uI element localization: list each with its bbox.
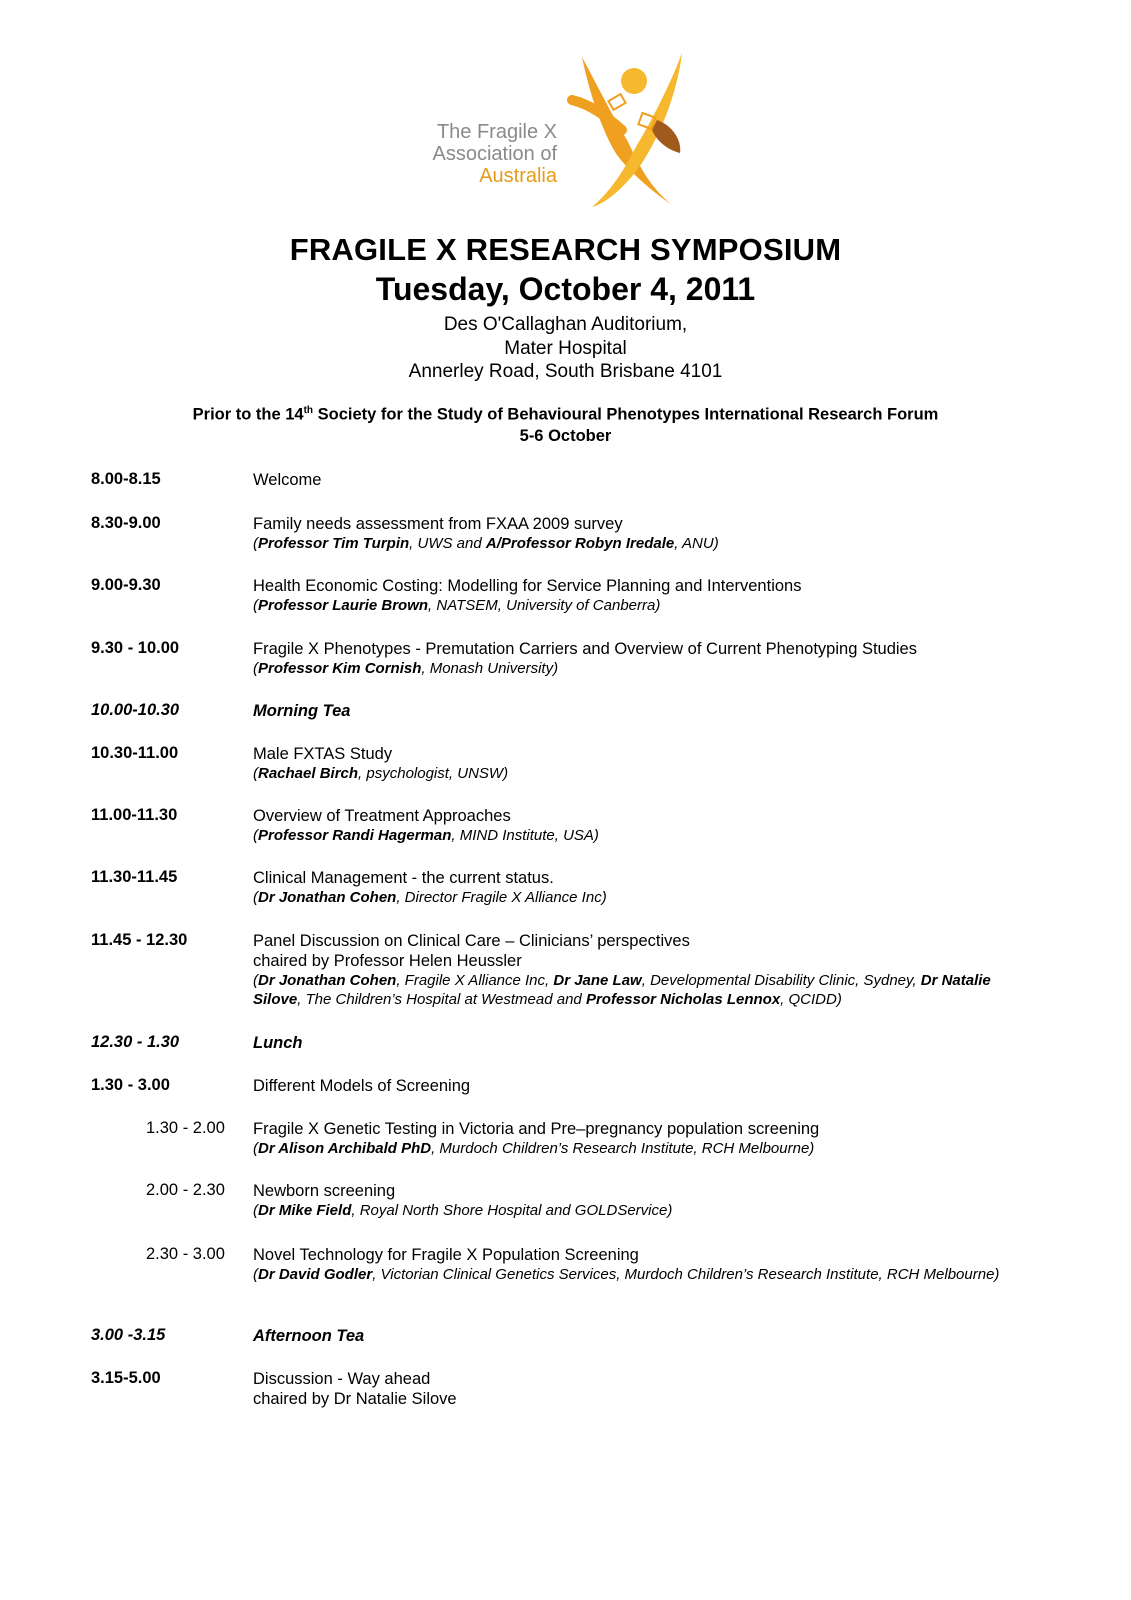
session-speakers: (Dr Jonathan Cohen, Director Fragile X Alliance Inc)	[253, 889, 607, 906]
session-time: 8.00-8.15	[91, 470, 161, 488]
session-speakers: (Professor Tim Turpin, UWS and A/Professor Robyn Iredale, ANU)	[253, 535, 719, 552]
session-title: Different Models of Screening	[253, 1077, 471, 1095]
session-time: 2.00 - 2.30	[146, 1181, 225, 1199]
session-speakers: (Rachael Birch, psychologist, UNSW)	[253, 765, 509, 782]
prior-text-b: Society for the Study of Behavioural Phenotypes International Research Forum	[313, 405, 939, 424]
session-time: 10.00-10.30	[91, 701, 180, 719]
session-title: Health Economic Costing: Modelling for Service Planning and Interventions	[253, 577, 802, 595]
session-chair: chaired by Dr Natalie Silove	[253, 1390, 457, 1408]
logo-line-2: Association of	[432, 143, 557, 165]
session-speakers: (Professor Kim Cornish, Monash University)	[253, 660, 559, 677]
prior-line	[0, 400, 1131, 426]
session-title: Family needs assessment from FXAA 2009 survey	[253, 515, 623, 533]
session-title: Overview of Treatment Approaches	[253, 807, 511, 825]
session-time: 3.00 -3.15	[91, 1326, 166, 1344]
venue-address	[0, 313, 1131, 384]
session-speakers: (Dr Jonathan Cohen, Fragile X Alliance Inc, Dr Jane Law, Developmental Disability Clinic, Sydney, Dr Natalie Silove, The Children’s Hospital at Westmead and Professor Nicholas Lennox, QCIDD)	[253, 972, 991, 1008]
venue-line-1: Des O'Callaghan Auditorium,	[443, 314, 688, 335]
logo-figure-icon	[552, 45, 712, 215]
prior-dates: 5-6 October	[519, 426, 612, 445]
session-chair: chaired by Professor Helen Heussler	[253, 952, 522, 970]
session-time: 12.30 - 1.30	[91, 1033, 180, 1051]
session-time: 8.30-9.00	[91, 514, 161, 532]
session-speakers: (Professor Laurie Brown, NATSEM, University of Canberra)	[253, 597, 661, 614]
session-title: Panel Discussion on Clinical Care – Clinicians’ perspectives	[253, 932, 690, 950]
venue-line-2: Mater Hospital	[504, 337, 627, 359]
session-title: Afternoon Tea	[253, 1327, 365, 1345]
fxaa-logo	[412, 45, 712, 215]
session-time: 9.30 - 10.00	[91, 639, 180, 657]
session-title: Male FXTAS Study	[253, 745, 393, 763]
session-title: Newborn screening	[253, 1182, 396, 1200]
session-time: 1.30 - 2.00	[146, 1119, 225, 1137]
prior-text-a: Prior to the 14	[192, 405, 304, 424]
session-time: 11.45 - 12.30	[91, 931, 188, 949]
session-time: 11.00-11.30	[91, 806, 178, 824]
session-time: 2.30 - 3.00	[146, 1245, 225, 1263]
session-time: 1.30 - 3.00	[91, 1076, 170, 1094]
session-time: 10.30-11.00	[91, 744, 179, 762]
event-date: Tuesday, October 4, 2011	[375, 271, 756, 307]
session-time: 9.00-9.30	[91, 576, 161, 594]
session-title: Lunch	[253, 1034, 303, 1052]
venue-line-3: Annerley Road, South Brisbane 4101	[408, 361, 723, 382]
session-time: 3.15-5.00	[91, 1369, 161, 1387]
page-title: FRAGILE X RESEARCH SYMPOSIUM	[289, 232, 842, 267]
session-speakers: (Dr Mike Field, Royal North Shore Hospital and GOLDService)	[253, 1202, 673, 1219]
session-title: Novel Technology for Fragile X Population Screening	[253, 1246, 639, 1264]
logo-line-3: Australia	[479, 165, 557, 187]
prior-note	[0, 400, 1131, 447]
prior-sup: th	[303, 405, 314, 416]
session-title: Fragile X Genetic Testing in Victoria and Pre–pregnancy population screening	[253, 1120, 820, 1138]
session-speakers: (Dr David Godler, Victorian Clinical Genetics Services, Murdoch Children’s Research Institute, RCH Melbourne)	[253, 1266, 1000, 1283]
session-title: Clinical Management - the current status.	[253, 869, 554, 887]
session-title: Discussion - Way ahead	[253, 1370, 431, 1388]
session-speakers: (Professor Randi Hagerman, MIND Institute, USA)	[253, 827, 599, 844]
session-title: Welcome	[253, 471, 322, 489]
logo-line-1: The Fragile X	[436, 121, 557, 143]
session-title: Fragile X Phenotypes - Premutation Carriers and Overview of Current Phenotyping Studies	[253, 640, 917, 658]
logo-text	[432, 121, 557, 187]
session-time: 11.30-11.45	[91, 868, 178, 886]
session-title: Morning Tea	[253, 702, 351, 720]
session-speakers: (Dr Alison Archibald PhD, Murdoch Children’s Research Institute, RCH Melbourne)	[253, 1140, 815, 1157]
